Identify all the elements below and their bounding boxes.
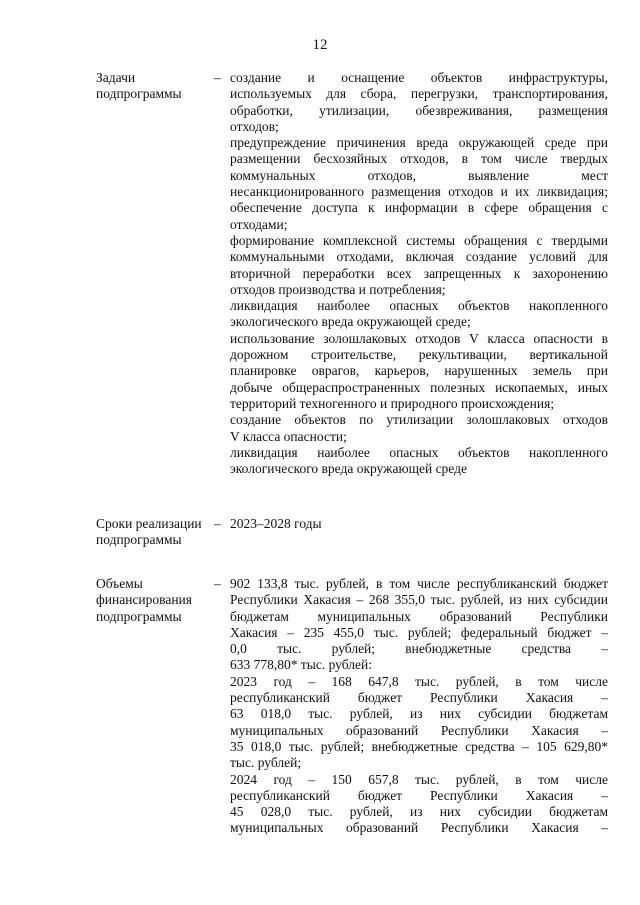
text-line: экологического вреда окружающей среде <box>230 461 467 477</box>
text-line: обеспечение доступа к информации в сфере обращения с <box>230 200 608 216</box>
text-line: используемых для сбора, перегрузки, транспортирования, <box>230 86 608 102</box>
text-line: дорожном строительстве, рекультивации, вертикальной <box>230 347 608 363</box>
text-line: муниципальных образований Республики Хакасия – <box>230 820 608 836</box>
text-line: добыче общераспространенных полезных ископаемых, иных <box>230 379 608 395</box>
text-line: 2023–2028 годы <box>230 516 322 531</box>
page-number: 12 <box>312 37 328 53</box>
text-line: обработки, утилизации, обезвреживания, размещения <box>230 102 608 118</box>
text-line: отходами; <box>230 216 288 232</box>
section-tasks <box>96 70 608 480</box>
section-content <box>230 516 608 532</box>
text-line: коммунальных отходов, выявление мест <box>230 167 608 183</box>
section-label <box>96 576 212 625</box>
text-line: экологического вреда окружающей среде; <box>230 314 471 330</box>
section-content <box>230 576 608 837</box>
dash-separator: – <box>214 70 221 85</box>
text-line: 63 018,0 тыс. рублей, из них субсидии бюджетам <box>230 706 608 722</box>
text-line: 45 028,0 тыс. рублей, из них субсидии бюджетам <box>230 804 608 820</box>
text-line: отходов; <box>230 118 279 134</box>
text-line: 902 133,8 тыс. рублей, в том числе республиканский бюджет <box>230 576 608 591</box>
text-line: несанкционированного размещения отходов и их ликвидация; <box>230 184 608 200</box>
text-line: 0,0 тыс. рублей; внебюджетные средства – <box>230 641 608 657</box>
text-line: ликвидация наиболее опасных объектов накопленного <box>230 444 608 460</box>
text-line: 2024 год – 150 657,8 тыс. рублей, в том числе <box>230 771 608 787</box>
text-line: 2023 год – 168 647,8 тыс. рублей, в том числе <box>230 673 608 689</box>
text-line: создание и оснащение объектов инфраструктуры, <box>230 70 608 85</box>
text-line: отходов производства и потребления; <box>230 281 446 297</box>
section-label <box>96 70 212 103</box>
text-line: республиканский бюджет Республики Хакасия – <box>230 690 608 706</box>
text-line: использование золошлаковых отходов V класса опасности в <box>230 330 608 346</box>
label-line: Задачи <box>96 70 136 85</box>
dash-separator: – <box>214 516 221 531</box>
section-label <box>96 516 212 549</box>
text-line: предупреждение причинения вреда окружающей среде при <box>230 135 608 151</box>
section-content <box>230 70 608 477</box>
text-line: 633 778,80* тыс. рублей: <box>230 657 372 673</box>
text-line: вторичной переработки всех запрещенных к захоронению <box>230 265 608 281</box>
section-timeline <box>96 516 608 550</box>
text-line: коммунальными отходами, включая создание условий для <box>230 249 608 265</box>
text-line: территорий техногенного и природного происхождения; <box>230 395 555 411</box>
label-line: Объемы <box>96 576 143 591</box>
text-line: формирование комплексной системы обращения с твердыми <box>230 232 608 248</box>
label-line: подпрограммы <box>96 86 182 102</box>
text-line: ликвидация наиболее опасных объектов накопленного <box>230 298 608 314</box>
text-line: 35 018,0 тыс. рублей; внебюджетные средства – 105 629,80* <box>230 738 608 754</box>
label-line: Сроки реализации <box>96 516 202 531</box>
text-line: размещении бесхозяйных отходов, в том числе твердых <box>230 151 608 167</box>
text-line: бюджетам муниципальных образований Республики <box>230 608 608 624</box>
label-line: подпрограммы <box>96 608 182 624</box>
section-funding <box>96 576 608 838</box>
label-line: финансирования <box>96 592 192 608</box>
text-line: создание объектов по утилизации золошлаковых отходов <box>230 412 608 428</box>
text-line: муниципальных образований Республики Хакасия – <box>230 722 608 738</box>
text-line: тыс. рублей; <box>230 755 302 771</box>
text-line: республиканский бюджет Республики Хакасия – <box>230 787 608 803</box>
label-line: подпрограммы <box>96 532 182 548</box>
text-line: Хакасия – 235 455,0 тыс. рублей; федеральный бюджет – <box>230 624 608 640</box>
text-line: V класса опасности; <box>230 428 347 444</box>
text-line: Республики Хакасия – 268 355,0 тыс. рублей, из них субсидии <box>230 592 608 608</box>
dash-separator: – <box>214 576 221 591</box>
text-line: планировке оврагов, карьеров, нарушенных земель при <box>230 363 608 379</box>
